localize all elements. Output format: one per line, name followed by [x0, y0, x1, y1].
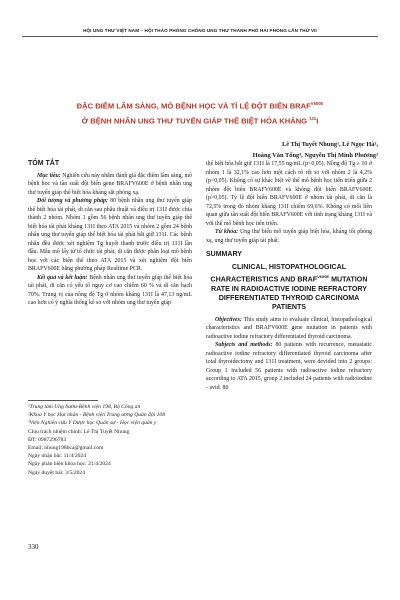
affiliation-2: ²Khoa Y học Hạt nhân - Bệnh viện Trung ương Quân đội 108: [28, 412, 165, 419]
date-accepted: Ngày duyệt bài: 3/5/2024: [28, 469, 86, 476]
results-continued: thể biệt hóa bắt giữ 131I là 17,55 ng/mL (p<0,05). Nồng độ Tg ≥ 10 ở nhóm 1 là 32,1% cao hơn một cách rõ rệt so với nhóm 2 là 4,2% (p<0,05). Không có sự khác biệt về thể mô bệnh học tiến triển giữa 2 nhóm đột biến BRAFV600E và không đột biến BRAFV600E (p>0,05). Tỷ lệ đột biến BRAFV600E ở nhóm tái phát, di căn là 72,5% trong đó nhóm kháng 131I chiếm 69,6%. Không có mối liên quan giữa tần suất đột biến BRAFV600E với tình trạng kháng 131I và với thể mô bệnh học tiến triển.: [206, 161, 372, 227]
article-title: [22, 98, 378, 128]
objectives-en: Objectives: This study aims to evaluate clinical, histopathological characteristics and BRAFV600E gene mutation in patients with radioactive iodine refractory differentiated thyroid carcinoma.: [206, 316, 372, 340]
methods-en: Subjects and methods: 80 patients with recurrence, metastatic radioactive iodine refractory differentiated thyroid carcinoma after total thyroidectomy and 131I treatment, were devided into 2 groups: Group 1 included 56 patients with radioactive iodine refractory according to ATA 2015, group 2 included 24 patients with radioiodine - avid. 80: [206, 342, 372, 391]
english-title: CLINICAL, HISTOPATHOLOGICAL CHARACTERISTICS AND $BRAF^{V600E}$ MUTATION RATE IN RADIOACTIVE IODINE REFRACTORY DIFFERENTIATED THYROID CARCINOMA PATIENTS: [210, 262, 368, 312]
author-list: [160, 140, 378, 161]
header-divider: [22, 36, 378, 37]
summary-vi-heading: TÓM TẮT: [28, 160, 60, 167]
footnote-divider: [28, 400, 98, 401]
keywords: Từ khóa: Ung thư biểu mô tuyến giáp biệt hóa, kháng iốt phóng xạ, ung thư tuyến giáp tái phát.: [206, 229, 372, 244]
journal-header: HỘI UNG THƯ VIỆT NAM – HỘI THẢO PHÒNG CHỐNG UNG THƯ THÀNH PHỐ HẢI PHÒNG LẦN THỨ VII: [83, 28, 317, 33]
phone: ĐT: 0987296783: [28, 436, 67, 443]
email: Email: nhung198bca@gmail.com: [28, 445, 104, 452]
title-line-1: ĐẶC ĐIỂM LÂM SÀNG, MÔ BỆNH HỌC VÀ TỈ LỆ ĐỘT BIẾN $BRAF^{V600E}$: [76, 101, 324, 111]
summary-en-heading: SUMMARY: [206, 251, 242, 258]
page-number: 330: [28, 543, 39, 551]
right-column: [206, 160, 372, 392]
objective-paragraph: Mục tiêu: Nghiên cứu này nhằm đánh giá đặc điểm lâm sàng, mô bệnh học và tần suất đột biến gene BRAFV600E ở bệnh nhân ung thư tuyến giáp thể biệt hóa kháng sắt phóng xạ.: [28, 172, 192, 196]
methods-paragraph: Đối tượng và phương pháp: 80 bệnh nhân ung thư tuyến giáp thể biệt hóa tái phát, di căn sau phẫu thuật và điều trị 131I được chia thành 2 nhóm. Nhóm 1 gồm 56 bệnh nhân ung thư tuyến giáp thể biệt hóa tái phát kháng 131I theo ATA 2015 và nhóm 2 gồm 24 bệnh nhân ung thư tuyến giáp thể biệt hóa tái phát bắt giữ 131I. Các bệnh nhân đều được xét nghiệm Tg huyết thanh trước điều trị 131I lần đầu. Mẫu mô lấy từ tổ chức tái phát, di căn được phân loại mô bệnh học với các biến thể theo ATA 2015 và xét nghiệm đột biến BRAFV600E bằng phương pháp Realtime PCR.: [28, 198, 192, 272]
affiliation-3: ³Viện Nghiên cứu Y Dược học Quân sự - Học viện quân y: [28, 420, 157, 427]
footnotes: [28, 403, 192, 477]
date-reviewed: Ngày phản biện khoa học: 21/4/2024: [28, 461, 111, 468]
corresponding-author: Chịu trách nhiệm chính: Lê Thị Tuyết Nhung: [28, 428, 130, 435]
date-received: Ngày nhận bài: 11/4/2024: [28, 453, 87, 460]
author-line-1: Lê Thị Tuyết Nhung¹, Lê Ngọc Hà²,: [281, 141, 378, 148]
affiliation-1: ¹Trung tâm Ung bướu-Bệnh viện 198, Bộ Công an: [28, 404, 141, 410]
results-paragraph: Kết quả và kết luận: Bệnh nhân ung thư tuyến giáp thể biệt hóa tái phát, di căn có yếu tố nguy cơ cao chiếm 60 % và di căn hạch 70%. Trung vị của nồng độ Tg ở nhóm kháng 131I là 47,13 ng/mL cao hơn có ý nghĩa thống kê so với nhóm ung thư tuyến giáp: [28, 274, 193, 306]
author-line-2: Hoàng Văn Tổng³, Nguyễn Thị Minh Phương²: [252, 151, 378, 159]
left-column: [28, 160, 192, 308]
title-line-2: Ở BỆNH NHÂN UNG THƯ TUYẾN GIÁP THỂ BIỆT HÓA KHÁNG $^{131}$I: [81, 116, 319, 126]
